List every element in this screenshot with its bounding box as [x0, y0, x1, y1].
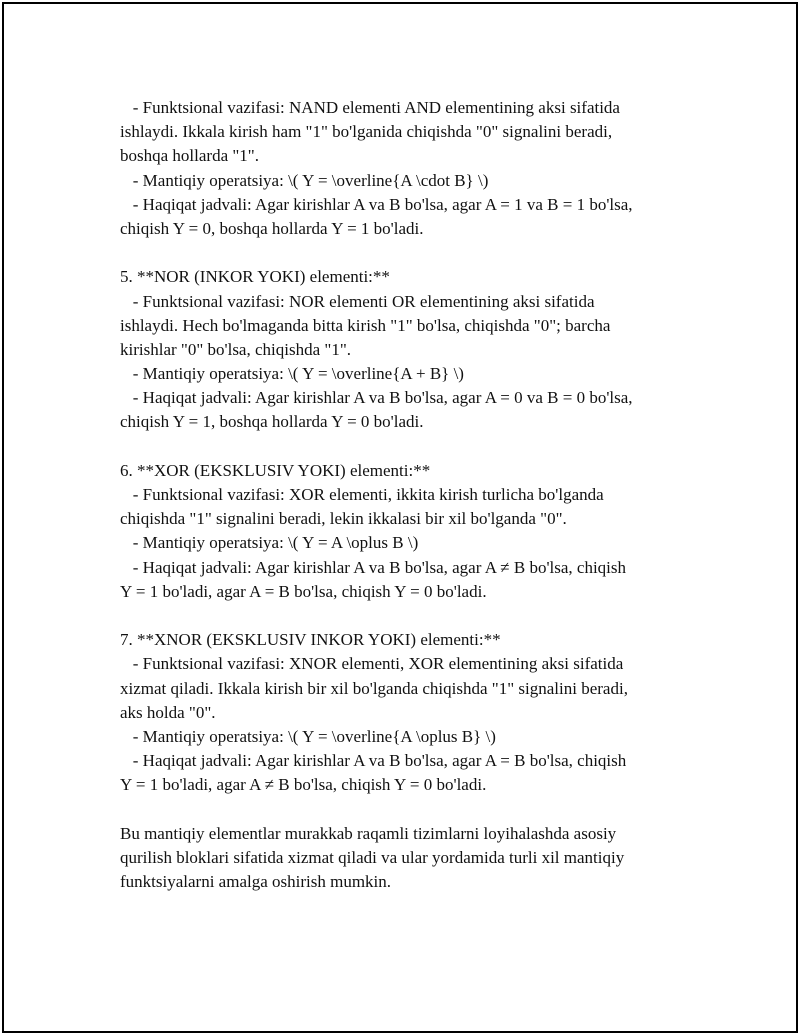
- nor-section: [120, 265, 700, 434]
- paragraph-gap: [120, 604, 700, 628]
- xnor-func-line: aks holda "0".: [120, 702, 216, 722]
- paragraph-gap: [120, 241, 700, 265]
- xor-truth-line: - Haqiqat jadvali: Agar kirishlar A va B bo'lsa, agar A ≠ B bo'lsa, chiqish: [120, 557, 627, 577]
- document-body: [120, 96, 700, 894]
- paragraph-gap: [120, 435, 700, 459]
- conclusion-line: Bu mantiqiy elementlar murakkab raqamli tizimlarni loyihalashda asosiy: [120, 823, 617, 843]
- page-frame: [2, 2, 798, 1033]
- xnor-truth-line: - Haqiqat jadvali: Agar kirishlar A va B bo'lsa, agar A = B bo'lsa, chiqish: [120, 751, 627, 771]
- nand-section: [120, 96, 700, 241]
- conclusion-line: funktsiyalarni amalga oshirish mumkin.: [120, 872, 392, 891]
- xnor-operation: - Mantiqiy operatsiya: \( Y = \overline{A \oplus B} \): [120, 726, 496, 746]
- nor-func-line: kirishlar "0" bo'lsa, chiqishda "1".: [120, 339, 352, 359]
- nor-operation: - Mantiqiy operatsiya: \( Y = \overline{A + B} \): [120, 364, 464, 384]
- xor-section: [120, 459, 700, 604]
- xnor-section: [120, 628, 700, 797]
- xnor-func-line: - Funktsional vazifasi: XNOR elementi, XOR elementining aksi sifatida: [120, 654, 624, 674]
- nand-truth-line: - Haqiqat jadvali: Agar kirishlar A va B bo'lsa, agar A = 1 va B = 1 bo'lsa,: [120, 194, 633, 214]
- nor-truth-line: - Haqiqat jadvali: Agar kirishlar A va B bo'lsa, agar A = 0 va B = 0 bo'lsa,: [120, 388, 633, 408]
- nand-truth-line: chiqish Y = 0, boshqa hollarda Y = 1 bo'ladi.: [120, 218, 424, 238]
- nand-func-line: ishlaydi. Ikkala kirish ham "1" bo'lganida chiqishda "0" signalini beradi,: [120, 122, 613, 142]
- nor-truth-line: chiqish Y = 1, boshqa hollarda Y = 0 bo'ladi.: [120, 412, 424, 432]
- nand-operation: - Mantiqiy operatsiya: \( Y = \overline{A \cdot B} \): [120, 170, 489, 190]
- xnor-func-line: xizmat qiladi. Ikkala kirish bir xil bo'lganda chiqishda "1" signalini beradi,: [120, 678, 628, 698]
- nor-func-line: - Funktsional vazifasi: NOR elementi OR elementining aksi sifatida: [120, 291, 595, 311]
- xor-operation: - Mantiqiy operatsiya: \( Y = A \oplus B \): [120, 533, 419, 553]
- conclusion-paragraph: [120, 822, 700, 895]
- xor-func-line: - Funktsional vazifasi: XOR elementi, ikkita kirish turlicha bo'lganda: [120, 485, 604, 504]
- xor-heading: 6. **XOR (EKSKLUSIV YOKI) elementi:**: [120, 460, 431, 480]
- xor-func-line: chiqishda "1" signalini beradi, lekin ikkalasi bir xil bo'lganda "0".: [120, 509, 567, 529]
- nor-heading: 5. **NOR (INKOR YOKI) elementi:**: [120, 267, 390, 287]
- xor-truth-line: Y = 1 bo'ladi, agar A = B bo'lsa, chiqish Y = 0 bo'ladi.: [120, 581, 487, 601]
- paragraph-gap: [120, 797, 700, 821]
- xnor-truth-line: Y = 1 bo'ladi, agar A ≠ B bo'lsa, chiqish Y = 0 bo'ladi.: [120, 775, 487, 795]
- nand-func-line: - Funktsional vazifasi: NAND elementi AND elementining aksi sifatida: [120, 98, 620, 117]
- xnor-heading: 7. **XNOR (EKSKLUSIV INKOR YOKI) elementi:**: [120, 630, 501, 650]
- conclusion-line: qurilish bloklari sifatida xizmat qiladi va ular yordamida turli xil mantiqiy: [120, 847, 625, 867]
- nor-func-line: ishlaydi. Hech bo'lmaganda bitta kirish "1" bo'lsa, chiqishda "0"; barcha: [120, 315, 611, 335]
- nand-func-line: boshqa hollarda "1".: [120, 146, 259, 166]
